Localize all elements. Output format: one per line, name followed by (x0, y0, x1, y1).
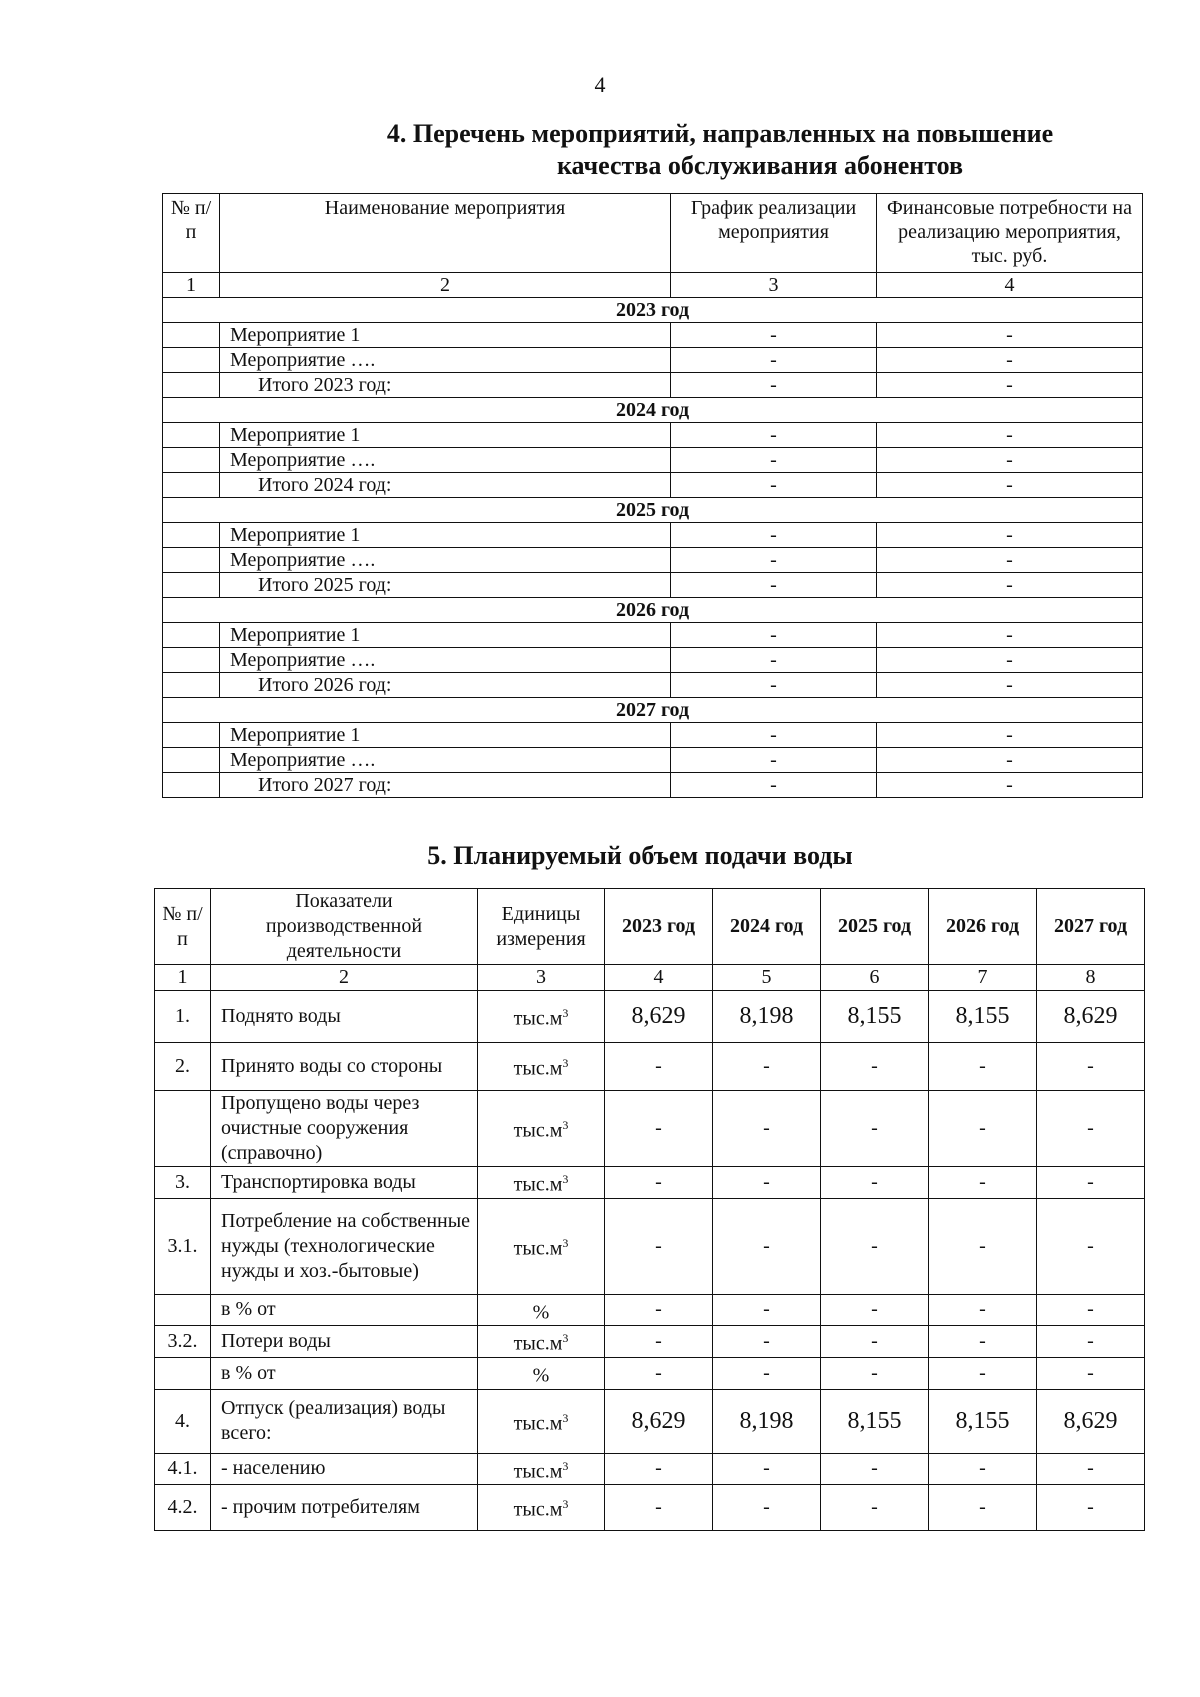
unit-text: тыс.м (513, 1499, 563, 1522)
indicator-value: 8,155 (929, 1389, 1037, 1453)
indicator-value: - (1037, 1198, 1145, 1294)
unit-superscript: 3 (562, 1458, 569, 1473)
measure-finance: - (877, 523, 1143, 548)
year-label: 2023 год (163, 298, 1143, 323)
indicator-value: - (821, 1357, 929, 1389)
column-number: 1 (155, 965, 211, 991)
indicator-value: - (821, 1294, 929, 1326)
year-row (163, 298, 1143, 323)
measure-schedule: - (671, 623, 877, 648)
measure-name: Мероприятие 1 (220, 323, 671, 348)
indicator-value: 8,155 (821, 991, 929, 1043)
year-label: 2027 год (163, 698, 1143, 723)
total-row (163, 673, 1143, 698)
measure-schedule: - (671, 373, 877, 398)
measures-table-column-numbers (163, 273, 1143, 298)
indicator-value: - (929, 1167, 1037, 1199)
unit-superscript: 3 (562, 1006, 569, 1021)
indicator-unit (478, 1357, 605, 1389)
indicator-unit (478, 1198, 605, 1294)
indicator-value: - (713, 1485, 821, 1531)
measures-table (162, 193, 1143, 798)
column-number: 1 (163, 273, 220, 298)
header-number: № п/п (163, 194, 220, 273)
indicator-row (155, 1294, 1145, 1326)
column-number: 5 (713, 965, 821, 991)
indicator-number: 4. (155, 1389, 211, 1453)
header-year-2026: 2026 год (929, 889, 1037, 965)
unit-superscript: 3 (562, 1056, 569, 1071)
year-row (163, 698, 1143, 723)
measure-finance: - (877, 423, 1143, 448)
indicator-number: 4.1. (155, 1453, 211, 1485)
row-number-cell (163, 673, 220, 698)
indicator-value: - (605, 1198, 713, 1294)
indicator-value: 8,629 (1037, 1389, 1145, 1453)
indicator-number: 3.1. (155, 1198, 211, 1294)
indicator-number (155, 1091, 211, 1167)
year-label: 2025 год (163, 498, 1143, 523)
row-number-cell (163, 773, 220, 798)
indicator-unit (478, 1091, 605, 1167)
indicator-row (155, 1357, 1145, 1389)
measure-name: Мероприятие …. (220, 648, 671, 673)
measure-row (163, 548, 1143, 573)
measure-name: Итого 2025 год: (220, 573, 671, 598)
column-number: 2 (220, 273, 671, 298)
indicator-value: - (1037, 1091, 1145, 1167)
measure-schedule: - (671, 548, 877, 573)
indicator-value: - (821, 1167, 929, 1199)
indicator-value: - (929, 1043, 1037, 1091)
row-number-cell (163, 548, 220, 573)
indicator-name: Принято воды со стороны (211, 1043, 478, 1091)
header-units: Единицы измерения (478, 889, 605, 965)
indicator-number: 2. (155, 1043, 211, 1091)
unit-superscript: 3 (562, 1497, 569, 1512)
column-number: 2 (211, 965, 478, 991)
header-year-2023: 2023 год (605, 889, 713, 965)
indicator-value: 8,198 (713, 1389, 821, 1453)
measure-schedule: - (671, 673, 877, 698)
year-row (163, 598, 1143, 623)
measure-schedule: - (671, 748, 877, 773)
indicator-number: 3.2. (155, 1326, 211, 1358)
indicator-number (155, 1357, 211, 1389)
indicator-value: - (929, 1326, 1037, 1358)
measure-schedule: - (671, 423, 877, 448)
measures-table-header (163, 194, 1143, 273)
measure-finance: - (877, 348, 1143, 373)
indicator-name: Поднято воды (211, 991, 478, 1043)
unit-text: тыс.м (513, 1460, 563, 1483)
indicator-value: - (713, 1357, 821, 1389)
column-number: 4 (877, 273, 1143, 298)
measure-schedule: - (671, 448, 877, 473)
indicator-name: Потребление на собственные нужды (технологические нужды и хоз.-бытовые) (211, 1198, 478, 1294)
indicator-unit (478, 1294, 605, 1326)
indicator-value: 8,198 (713, 991, 821, 1043)
indicator-row (155, 1485, 1145, 1531)
indicator-value: - (821, 1485, 929, 1531)
row-number-cell (163, 623, 220, 648)
header-year-2024: 2024 год (713, 889, 821, 965)
measure-finance: - (877, 623, 1143, 648)
indicator-row (155, 1043, 1145, 1091)
measure-name: Итого 2024 год: (220, 473, 671, 498)
indicator-value: - (821, 1326, 929, 1358)
indicator-name: - населению (211, 1453, 478, 1485)
row-number-cell (163, 473, 220, 498)
indicator-unit (478, 1389, 605, 1453)
column-number: 3 (478, 965, 605, 991)
indicator-value: - (929, 1485, 1037, 1531)
row-number-cell (163, 423, 220, 448)
header-year-2027: 2027 год (1037, 889, 1145, 965)
column-number: 3 (671, 273, 877, 298)
column-number: 4 (605, 965, 713, 991)
header-indicators: Показатели производственной деятельности (211, 889, 478, 965)
indicator-value: - (713, 1198, 821, 1294)
row-number-cell (163, 323, 220, 348)
measure-row (163, 523, 1143, 548)
water-supply-table (154, 888, 1145, 1531)
indicator-number: 3. (155, 1167, 211, 1199)
unit-text: тыс.м (513, 1007, 563, 1030)
measure-row (163, 748, 1143, 773)
indicator-row (155, 991, 1145, 1043)
measure-finance: - (877, 673, 1143, 698)
indicator-value: - (1037, 1357, 1145, 1389)
indicator-value: - (605, 1167, 713, 1199)
indicator-value: - (1037, 1294, 1145, 1326)
header-measure-name: Наименование мероприятия (220, 194, 671, 273)
measure-row (163, 323, 1143, 348)
unit-text: тыс.м (513, 1173, 563, 1196)
measure-name: Мероприятие …. (220, 448, 671, 473)
measure-row (163, 648, 1143, 673)
indicator-value: - (713, 1167, 821, 1199)
section-4-title (340, 118, 1100, 182)
indicator-value: - (929, 1357, 1037, 1389)
indicator-name: Потери воды (211, 1326, 478, 1358)
indicator-name: Транспортировка воды (211, 1167, 478, 1199)
measure-schedule: - (671, 523, 877, 548)
measure-schedule: - (671, 648, 877, 673)
indicator-unit (478, 991, 605, 1043)
unit-superscript: 3 (562, 1235, 569, 1250)
measure-name: Мероприятие 1 (220, 423, 671, 448)
header-number: № п/п (155, 889, 211, 965)
unit-text: % (532, 1364, 550, 1387)
indicator-value: - (929, 1091, 1037, 1167)
unit-text: тыс.м (513, 1332, 563, 1355)
indicator-value: - (1037, 1485, 1145, 1531)
measure-finance: - (877, 373, 1143, 398)
year-label: 2026 год (163, 598, 1143, 623)
measure-finance: - (877, 573, 1143, 598)
indicator-value: - (605, 1043, 713, 1091)
row-number-cell (163, 373, 220, 398)
indicator-value: - (713, 1326, 821, 1358)
measure-schedule: - (671, 473, 877, 498)
measure-row (163, 723, 1143, 748)
row-number-cell (163, 448, 220, 473)
indicator-value: - (605, 1357, 713, 1389)
measure-name: Итого 2023 год: (220, 373, 671, 398)
measure-finance: - (877, 773, 1143, 798)
measure-schedule: - (671, 323, 877, 348)
indicator-unit (478, 1326, 605, 1358)
indicator-value: - (929, 1453, 1037, 1485)
water-supply-table-header (155, 889, 1145, 965)
indicator-value: - (605, 1294, 713, 1326)
indicator-value: 8,629 (1037, 991, 1145, 1043)
indicator-name: в % от (211, 1294, 478, 1326)
measure-finance: - (877, 473, 1143, 498)
column-number: 6 (821, 965, 929, 991)
unit-text: тыс.м (513, 1057, 563, 1080)
measure-name: Мероприятие 1 (220, 623, 671, 648)
measure-finance: - (877, 648, 1143, 673)
measure-finance: - (877, 748, 1143, 773)
row-number-cell (163, 648, 220, 673)
header-finance: Финансовые потребности на реализацию мероприятия, тыс. руб. (877, 194, 1143, 273)
unit-superscript: 3 (562, 1118, 569, 1133)
indicator-unit (478, 1453, 605, 1485)
header-year-2025: 2025 год (821, 889, 929, 965)
measure-name: Итого 2027 год: (220, 773, 671, 798)
indicator-value: - (1037, 1167, 1145, 1199)
unit-text: тыс.м (513, 1237, 563, 1260)
measure-row (163, 448, 1143, 473)
total-row (163, 573, 1143, 598)
unit-superscript: 3 (562, 1331, 569, 1346)
measure-name: Мероприятие …. (220, 348, 671, 373)
indicator-value: - (605, 1453, 713, 1485)
section-5-title: 5. Планируемый объем подачи воды (427, 841, 853, 870)
indicator-value: 8,155 (821, 1389, 929, 1453)
header-schedule: График реализации мероприятия (671, 194, 877, 273)
indicator-number: 1. (155, 991, 211, 1043)
water-supply-table-column-numbers (155, 965, 1145, 991)
indicator-value: - (1037, 1326, 1145, 1358)
unit-superscript: 3 (562, 1410, 569, 1425)
year-row (163, 398, 1143, 423)
measure-row (163, 623, 1143, 648)
indicator-unit (478, 1043, 605, 1091)
indicator-value: - (605, 1091, 713, 1167)
measure-finance: - (877, 723, 1143, 748)
measure-schedule: - (671, 773, 877, 798)
unit-superscript: 3 (562, 1172, 569, 1186)
indicator-value: 8,629 (605, 991, 713, 1043)
page-number: 4 (594, 72, 606, 97)
indicator-value: - (1037, 1453, 1145, 1485)
measure-name: Мероприятие 1 (220, 523, 671, 548)
section-4-title-line1: 4. Перечень мероприятий, направленных на повышение (386, 119, 1054, 148)
indicator-value: - (821, 1198, 929, 1294)
indicator-row (155, 1167, 1145, 1199)
total-row (163, 773, 1143, 798)
measure-name: Мероприятие …. (220, 548, 671, 573)
section-4-title-line2: качества обслуживания абонентов (556, 151, 964, 180)
indicator-name: - прочим потребителям (211, 1485, 478, 1531)
indicator-value: - (929, 1198, 1037, 1294)
row-number-cell (163, 348, 220, 373)
indicator-number: 4.2. (155, 1485, 211, 1531)
indicator-value: - (713, 1453, 821, 1485)
measure-name: Итого 2026 год: (220, 673, 671, 698)
indicator-unit (478, 1167, 605, 1199)
indicator-value: - (605, 1326, 713, 1358)
total-row (163, 373, 1143, 398)
measure-name: Мероприятие 1 (220, 723, 671, 748)
column-number: 8 (1037, 965, 1145, 991)
indicator-value: - (713, 1091, 821, 1167)
year-row (163, 498, 1143, 523)
indicator-value: 8,629 (605, 1389, 713, 1453)
indicator-unit (478, 1485, 605, 1531)
indicator-row (155, 1326, 1145, 1358)
indicator-value: - (713, 1043, 821, 1091)
row-number-cell (163, 748, 220, 773)
indicator-number (155, 1294, 211, 1326)
indicator-value: - (821, 1453, 929, 1485)
unit-text: % (532, 1301, 550, 1324)
indicator-row (155, 1453, 1145, 1485)
indicator-name: Отпуск (реализация) воды всего: (211, 1389, 478, 1453)
measure-name: Мероприятие …. (220, 748, 671, 773)
indicator-value: - (821, 1043, 929, 1091)
row-number-cell (163, 573, 220, 598)
total-row (163, 473, 1143, 498)
measure-row (163, 423, 1143, 448)
measure-row (163, 348, 1143, 373)
unit-text: тыс.м (513, 1412, 563, 1435)
indicator-value: - (929, 1294, 1037, 1326)
indicator-row (155, 1091, 1145, 1167)
indicator-value: - (605, 1485, 713, 1531)
indicator-value: - (713, 1294, 821, 1326)
indicator-row (155, 1389, 1145, 1453)
indicator-row (155, 1198, 1145, 1294)
measure-finance: - (877, 448, 1143, 473)
measure-schedule: - (671, 348, 877, 373)
unit-text: тыс.м (513, 1119, 563, 1142)
indicator-value: 8,155 (929, 991, 1037, 1043)
measure-finance: - (877, 548, 1143, 573)
indicator-name: в % от (211, 1357, 478, 1389)
indicator-name: Пропущено воды через очистные сооружения (справочно) (211, 1091, 478, 1167)
measure-schedule: - (671, 573, 877, 598)
column-number: 7 (929, 965, 1037, 991)
year-label: 2024 год (163, 398, 1143, 423)
indicator-value: - (1037, 1043, 1145, 1091)
measure-schedule: - (671, 723, 877, 748)
indicator-value: - (821, 1091, 929, 1167)
row-number-cell (163, 723, 220, 748)
measure-finance: - (877, 323, 1143, 348)
row-number-cell (163, 523, 220, 548)
